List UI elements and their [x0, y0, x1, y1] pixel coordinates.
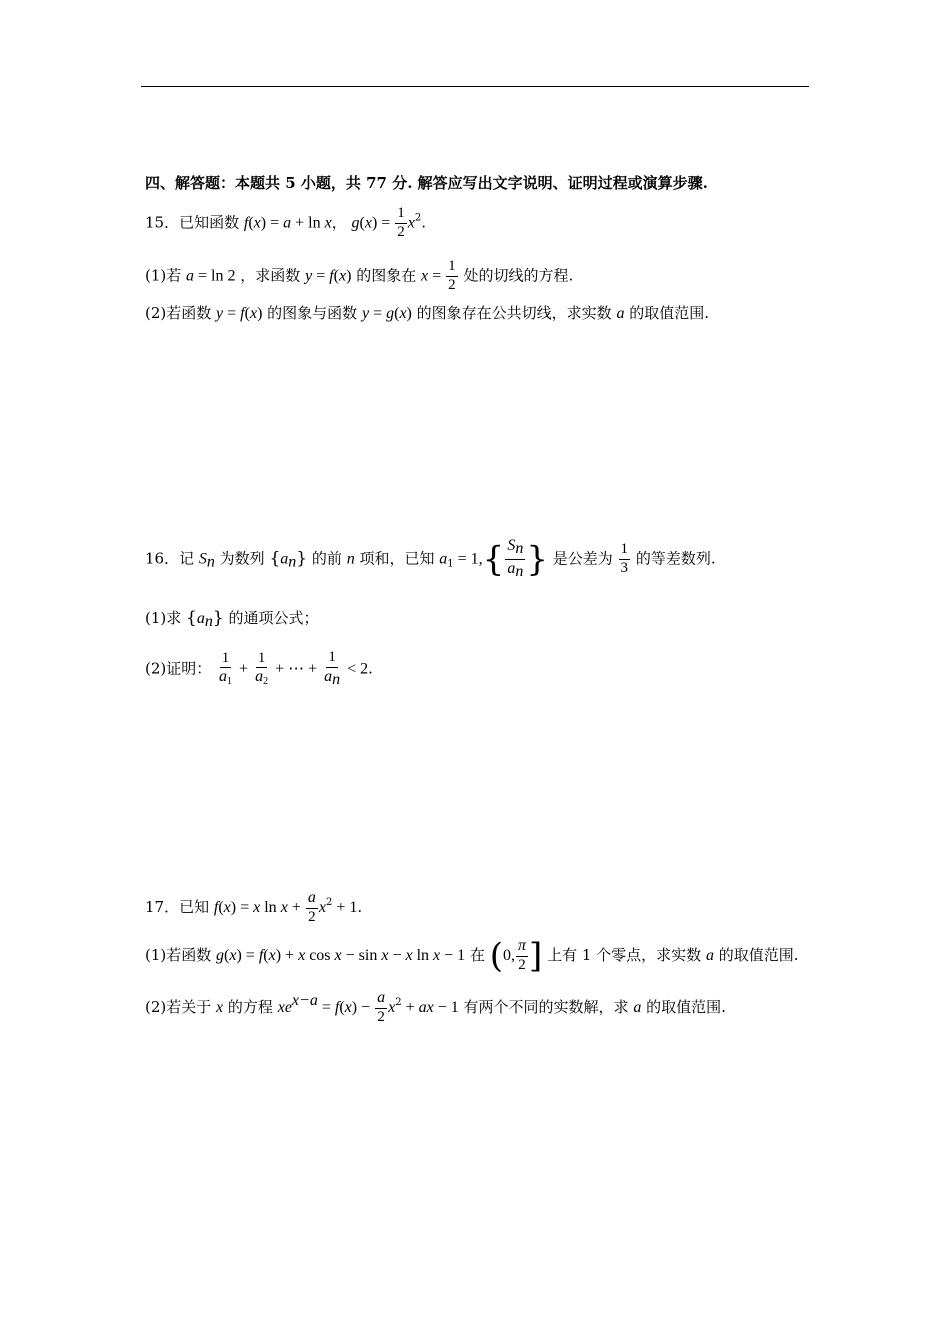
q17-stem: 17．已知 f(x) = x ln x + $\frac{a}{2}$ $x^2 + 1$.	[145, 889, 363, 925]
q15-part2: (2)若函数 y = f(x) 的图象与函数 y = g(x) 的图象存在公共切线，求实数 a 的取值范围.	[145, 304, 710, 322]
section-heading: 四、解答题：本题共 5 小题，共 77 分. 解答应写出文字说明、证明过程或演算步骤.	[145, 174, 708, 192]
q15-part1: (1)若 a = ln 2 ，求函数 y = f(x) 的图象在 x = $\frac{1}{2}$ 处的切线的方程.	[145, 258, 574, 293]
q17-part2: (2)若关于 x 的方程 $xe^{x-a} = f(x)$ − $\frac{a}{2}$ $x^2$ + ax − 1 有两个不同的实数解，求 a 的取值范围.	[145, 989, 726, 1025]
q16-part2: (2)证明： $\frac{1}{a_1}$ + $\frac{1}{a_2}$ + ⋯ + $\frac{1}{a_n}$ < 2.	[145, 649, 373, 688]
header-rule	[141, 86, 809, 87]
q15-stem: 15．已知函数 f(x) = a + ln x， g(x) = $\frac{1}{2}$ $x^2$.	[145, 205, 427, 240]
q16-part1: (1)求 $\{a_n\}$ 的通项公式；	[145, 608, 319, 630]
q17-part1: (1)若函数 g(x) = f(x) + x cos x − sin x − x ln x − 1 在 (0, $\frac{\pi}{2}$ ] 上有 1 个零点，求实数 a 的取值范围.	[145, 935, 799, 976]
q16-stem: 16．记 $S_n$ 为数列 $\{a_n\}$ 的前 n 项和，已知 $a_1 = 1$,{ $\frac{S_n}{a_n}$ } 是公差为 $\frac{1}{3}$ 的等差数列.	[145, 537, 716, 580]
